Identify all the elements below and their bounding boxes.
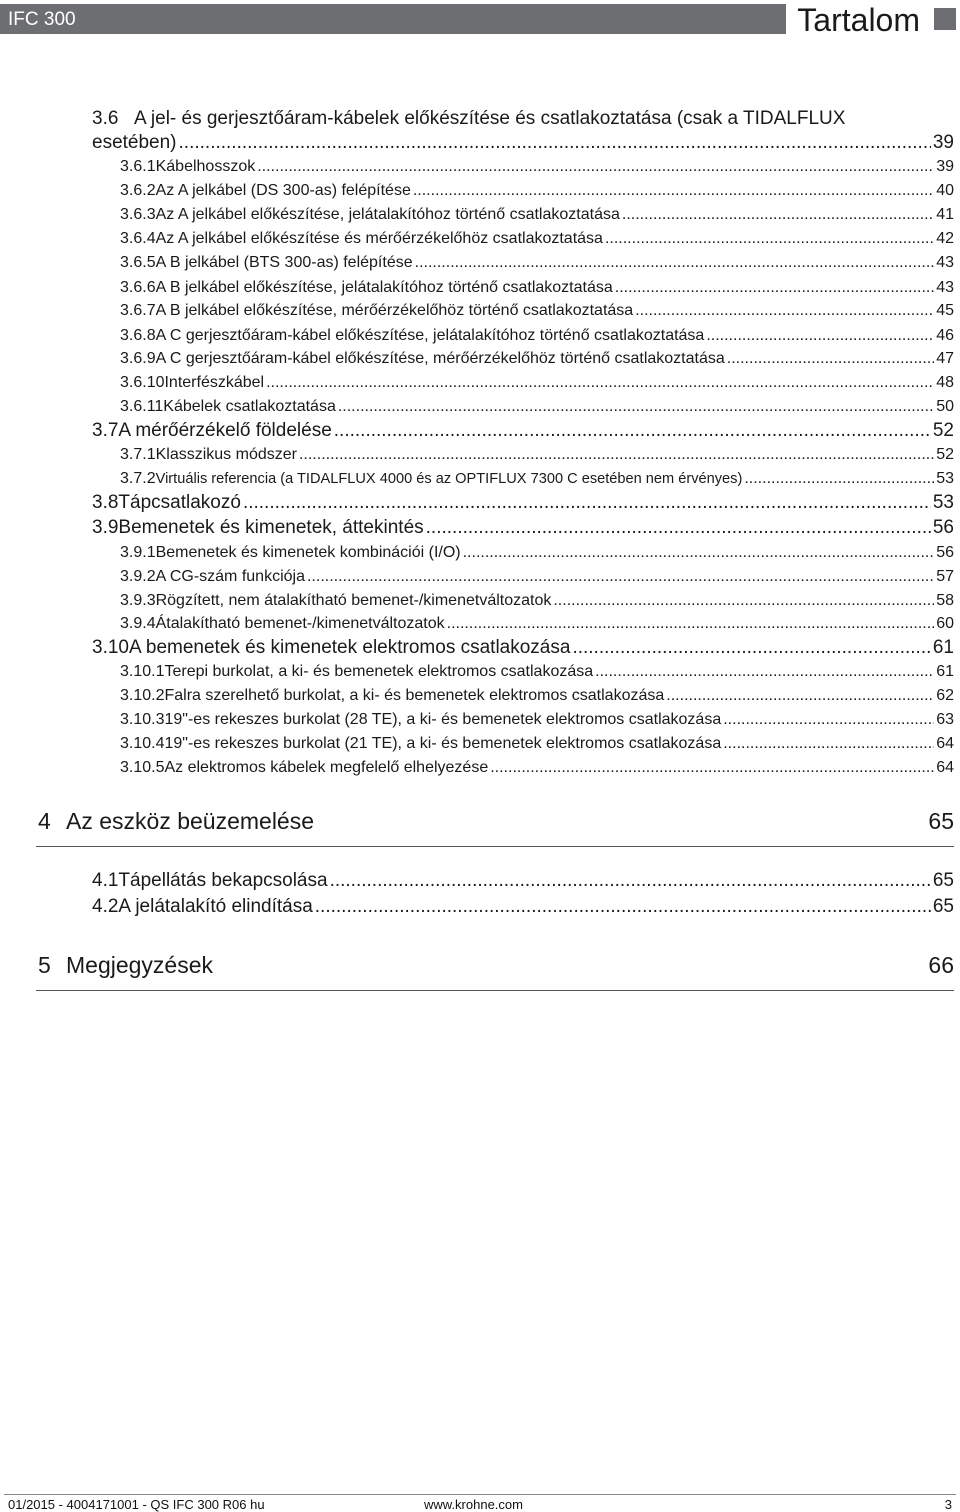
toc-entry-number: 3.10.3 bbox=[120, 711, 165, 728]
toc-entry-page: 56 bbox=[932, 517, 954, 538]
toc-entry-title: Interfészkábel bbox=[164, 374, 265, 391]
toc-entry-number: 3.7.2 bbox=[120, 470, 156, 487]
footer-divider bbox=[4, 1494, 956, 1495]
toc-entry-number: 3.6.6 bbox=[120, 279, 156, 296]
toc-entry-number: 3.9.3 bbox=[120, 592, 156, 609]
toc-entry-title: A B jelkábel előkészítése, jelátalakítóhoz történő csatlakoztatása bbox=[155, 279, 613, 296]
toc-entry-number: 3.6.9 bbox=[120, 350, 156, 367]
toc-entry-title: Az elektromos kábelek megfelelő elhelyezése bbox=[164, 759, 489, 776]
toc-entry-3-9-4[interactable] bbox=[120, 615, 954, 633]
dot-leader bbox=[179, 132, 931, 154]
toc-entry-3-10-5[interactable] bbox=[120, 759, 954, 777]
toc-entry-page: 46 bbox=[936, 327, 954, 344]
toc-entry-number: 4 bbox=[38, 808, 51, 834]
toc-entry-number: 3.10.4 bbox=[120, 735, 165, 752]
toc-entry-4-1[interactable] bbox=[92, 870, 954, 892]
toc-entry-title: A B jelkábel (BTS 300-as) felépítése bbox=[155, 254, 413, 271]
toc-entry-number: 4.2 bbox=[92, 896, 119, 917]
toc-entry-page: 52 bbox=[932, 420, 954, 441]
toc-entry-page: 47 bbox=[936, 350, 954, 367]
footer-doc-id: 01/2015 - 4004171001 - QS IFC 300 R06 hu bbox=[8, 1497, 265, 1512]
toc-entry-number: 3.7 bbox=[92, 420, 119, 441]
toc-entry-3-6-1[interactable] bbox=[120, 158, 954, 176]
toc-entry-title: A CG-szám funkciója bbox=[155, 568, 305, 585]
toc-entry-page: 39 bbox=[936, 158, 954, 175]
toc-entry-page: 43 bbox=[936, 279, 954, 296]
footer-page-number: 3 bbox=[944, 1497, 952, 1512]
toc-entry-3-6-5[interactable] bbox=[120, 254, 954, 272]
toc-entry-title: Bemenetek és kimenetek, áttekintés bbox=[118, 517, 424, 538]
toc-entry-page: 57 bbox=[936, 568, 954, 585]
dot-leader bbox=[706, 327, 934, 345]
dot-leader bbox=[723, 711, 934, 729]
toc-entry-page: 61 bbox=[932, 637, 954, 658]
toc-entry-3-10-2[interactable] bbox=[120, 687, 954, 705]
toc-entry-number: 4.1 bbox=[92, 870, 119, 891]
toc-entry-3-6-number[interactable]: 3.6 bbox=[92, 108, 119, 129]
header-section-title: Tartalom bbox=[797, 2, 920, 38]
toc-entry-3-6-8[interactable] bbox=[120, 327, 954, 345]
toc-entry-page: 60 bbox=[936, 615, 954, 632]
toc-entry-3-7[interactable] bbox=[92, 420, 954, 442]
toc-entry-title: Terepi burkolat, a ki- és bemenetek elektromos csatlakozása bbox=[164, 663, 594, 680]
dot-leader bbox=[243, 492, 931, 514]
toc-entry-title: A B jelkábel előkészítése, mérőérzékelőhöz történő csatlakoztatása bbox=[155, 302, 634, 319]
dot-leader bbox=[334, 420, 931, 442]
toc-entry-number: 3.10.1 bbox=[120, 663, 165, 680]
dot-leader bbox=[666, 687, 934, 705]
dot-leader bbox=[266, 374, 934, 392]
dot-leader bbox=[299, 446, 934, 464]
toc-entry-3-6-page: 39 bbox=[932, 132, 954, 153]
toc-entry-title: Tápellátás bekapcsolása bbox=[118, 870, 328, 891]
toc-entry-number: 5 bbox=[38, 952, 51, 978]
toc-entry-3-6-4[interactable] bbox=[120, 230, 954, 248]
toc-entry-3-6-11[interactable] bbox=[120, 398, 954, 416]
toc-entry-number: 3.7.1 bbox=[120, 446, 156, 463]
page-header bbox=[0, 2, 960, 38]
toc-entry-number: 3.9 bbox=[92, 517, 119, 538]
toc-entry-3-10-4[interactable] bbox=[120, 735, 954, 753]
dot-leader bbox=[330, 870, 931, 892]
toc-entry-3-10-3[interactable] bbox=[120, 711, 954, 729]
toc-entry-title: Átalakítható bemenet-/kimenetváltozatok bbox=[155, 615, 445, 632]
toc-entry-title: 19"-es rekeszes burkolat (28 TE), a ki- és bemenetek elektromos csatlakozása bbox=[164, 711, 722, 728]
toc-entry-page: 41 bbox=[936, 206, 954, 223]
toc-entry-number: 3.10.2 bbox=[120, 687, 165, 704]
toc-entry-page: 62 bbox=[936, 687, 954, 704]
toc-entry-3-6-6[interactable] bbox=[120, 279, 954, 297]
toc-chapter-4[interactable] bbox=[38, 808, 954, 835]
dot-leader bbox=[490, 759, 934, 777]
toc-entry-number: 3.9.2 bbox=[120, 568, 156, 585]
toc-entry-3-6-title-line1[interactable]: A jel- és gerjesztőáram-kábelek előkészítése és csatlakoztatása (csak a TIDALFLUX bbox=[134, 108, 846, 129]
toc-entry-title: Bemenetek és kimenetek kombinációi (I/O) bbox=[155, 544, 461, 561]
toc-entry-title: Rögzített, nem átalakítható bemenet-/kimenetváltozatok bbox=[155, 592, 552, 609]
toc-entry-page: 61 bbox=[936, 663, 954, 680]
dot-leader bbox=[572, 637, 930, 659]
toc-chapter-5[interactable] bbox=[38, 952, 954, 979]
toc-entry-number: 3.6.7 bbox=[120, 302, 156, 319]
toc-entry-3-6-9[interactable] bbox=[120, 350, 954, 368]
dot-leader bbox=[635, 302, 934, 320]
dot-leader bbox=[744, 470, 934, 488]
toc-entry-title: Megjegyzések bbox=[66, 952, 214, 978]
toc-entry-title: Az A jelkábel előkészítése, jelátalakítóhoz történő csatlakoztatása bbox=[155, 206, 620, 223]
toc-entry-title: Klasszikus módszer bbox=[155, 446, 297, 463]
dot-leader bbox=[447, 615, 935, 633]
toc-entry-page: 50 bbox=[936, 398, 954, 415]
toc-entry-3-9[interactable] bbox=[92, 517, 954, 539]
dot-leader bbox=[415, 254, 935, 272]
dot-leader bbox=[307, 568, 934, 586]
toc-entry-3-6[interactable] bbox=[92, 132, 954, 154]
toc-entry-3-10-1[interactable] bbox=[120, 663, 954, 681]
header-square-icon bbox=[934, 8, 956, 30]
toc-entry-page: 43 bbox=[936, 254, 954, 271]
dot-leader bbox=[315, 896, 931, 918]
toc-entry-3-6-title-line2: esetében) bbox=[92, 132, 177, 153]
toc-entry-4-2[interactable] bbox=[92, 896, 954, 918]
toc-entry-page: 64 bbox=[936, 759, 954, 776]
dot-leader bbox=[595, 663, 934, 681]
dot-leader bbox=[338, 398, 934, 416]
toc-entry-number: 3.6.1 bbox=[120, 158, 156, 175]
dot-leader bbox=[605, 230, 934, 248]
toc-entry-page: 52 bbox=[936, 446, 954, 463]
dot-leader bbox=[727, 350, 934, 368]
header-doc-title: IFC 300 bbox=[8, 9, 76, 30]
chapter-4-divider bbox=[36, 846, 954, 847]
toc-entry-number: 3.6.5 bbox=[120, 254, 156, 271]
toc-entry-page: 42 bbox=[936, 230, 954, 247]
toc-entry-number: 3.10 bbox=[92, 637, 129, 658]
footer-website-link[interactable]: www.krohne.com bbox=[424, 1497, 523, 1512]
header-doc-bar bbox=[0, 4, 786, 34]
toc-entry-number: 3.9.1 bbox=[120, 544, 156, 561]
toc-entry-title: Az A jelkábel előkészítése és mérőérzékelőhöz csatlakoztatása bbox=[155, 230, 603, 247]
toc-entry-title: A mérőérzékelő földelése bbox=[118, 420, 332, 441]
chapter-5-divider bbox=[36, 990, 954, 991]
dot-leader bbox=[723, 735, 934, 753]
dot-leader bbox=[615, 279, 934, 297]
dot-leader bbox=[257, 158, 934, 176]
toc-entry-title: Kábelhosszok bbox=[155, 158, 256, 175]
toc-entry-page: 45 bbox=[936, 302, 954, 319]
toc-entry-number: 3.10.5 bbox=[120, 759, 165, 776]
toc-entry-title: A jelátalakító elindítása bbox=[118, 896, 313, 917]
toc-entry-3-9-1[interactable] bbox=[120, 544, 954, 562]
toc-entry-number: 3.8 bbox=[92, 492, 119, 513]
toc-entry-title: Az eszköz beüzemelése bbox=[66, 808, 315, 834]
toc-entry-title: Virtuális referencia (a TIDALFLUX 4000 és az OPTIFLUX 7300 C esetében nem érvényes) bbox=[155, 471, 743, 487]
toc-entry-3-8[interactable] bbox=[92, 492, 954, 514]
toc-entry-number: 3.6.8 bbox=[120, 327, 156, 344]
toc-entry-page: 65 bbox=[932, 870, 954, 891]
toc-entry-number: 3.6.4 bbox=[120, 230, 156, 247]
toc-entry-title: A C gerjesztőáram-kábel előkészítése, jelátalakítóhoz történő csatlakoztatása bbox=[155, 327, 705, 344]
toc-entry-title: 19"-es rekeszes burkolat (21 TE), a ki- és bemenetek elektromos csatlakozása bbox=[164, 735, 722, 752]
toc-entry-title: Kábelek csatlakoztatása bbox=[163, 398, 336, 415]
toc-entry-page: 40 bbox=[936, 182, 954, 199]
dot-leader bbox=[622, 206, 934, 224]
toc-entry-page: 48 bbox=[936, 374, 954, 391]
toc-entry-page: 63 bbox=[936, 711, 954, 728]
toc-entry-3-9-3[interactable] bbox=[120, 592, 954, 610]
toc-entry-title: Falra szerelhető burkolat, a ki- és bemenetek elektromos csatlakozása bbox=[164, 687, 665, 704]
toc-entry-page: 65 bbox=[932, 896, 954, 917]
toc-entry-page: 56 bbox=[936, 544, 954, 561]
toc-entry-page: 64 bbox=[936, 735, 954, 752]
toc-entry-number: 3.6.2 bbox=[120, 182, 156, 199]
toc-entry-3-6-10[interactable] bbox=[120, 374, 954, 392]
toc-entry-3-6-2[interactable] bbox=[120, 182, 954, 200]
toc-entry-page: 53 bbox=[936, 470, 954, 487]
dot-leader bbox=[463, 544, 935, 562]
toc-entry-number: 3.9.4 bbox=[120, 615, 156, 632]
toc-entry-3-6-7[interactable] bbox=[120, 302, 954, 320]
toc-entry-3-6-3[interactable] bbox=[120, 206, 954, 224]
dot-leader bbox=[426, 517, 931, 539]
toc-entry-page: 53 bbox=[932, 492, 954, 513]
dot-leader bbox=[413, 182, 934, 200]
dot-leader bbox=[553, 592, 934, 610]
toc-entry-number: 3.6.11 bbox=[120, 398, 164, 415]
toc-entry-page: 58 bbox=[936, 592, 954, 609]
toc-entry-3-10[interactable] bbox=[92, 637, 954, 659]
toc-entry-number: 3.6.3 bbox=[120, 206, 156, 223]
toc-entry-title: A C gerjesztőáram-kábel előkészítése, mérőérzékelőhöz történő csatlakoztatása bbox=[155, 350, 725, 367]
toc-entry-3-7-2[interactable] bbox=[120, 470, 954, 488]
toc-entry-title: Az A jelkábel (DS 300-as) felépítése bbox=[155, 182, 411, 199]
toc-entry-number: 3.6.10 bbox=[120, 374, 165, 391]
toc-entry-page: 66 bbox=[928, 952, 954, 978]
toc-entry-page: 65 bbox=[928, 808, 954, 834]
toc-entry-3-7-1[interactable] bbox=[120, 446, 954, 464]
toc-entry-title: Tápcsatlakozó bbox=[118, 492, 241, 513]
toc-entry-3-9-2[interactable] bbox=[120, 568, 954, 586]
toc-entry-title: A bemenetek és kimenetek elektromos csatlakozása bbox=[128, 637, 571, 658]
